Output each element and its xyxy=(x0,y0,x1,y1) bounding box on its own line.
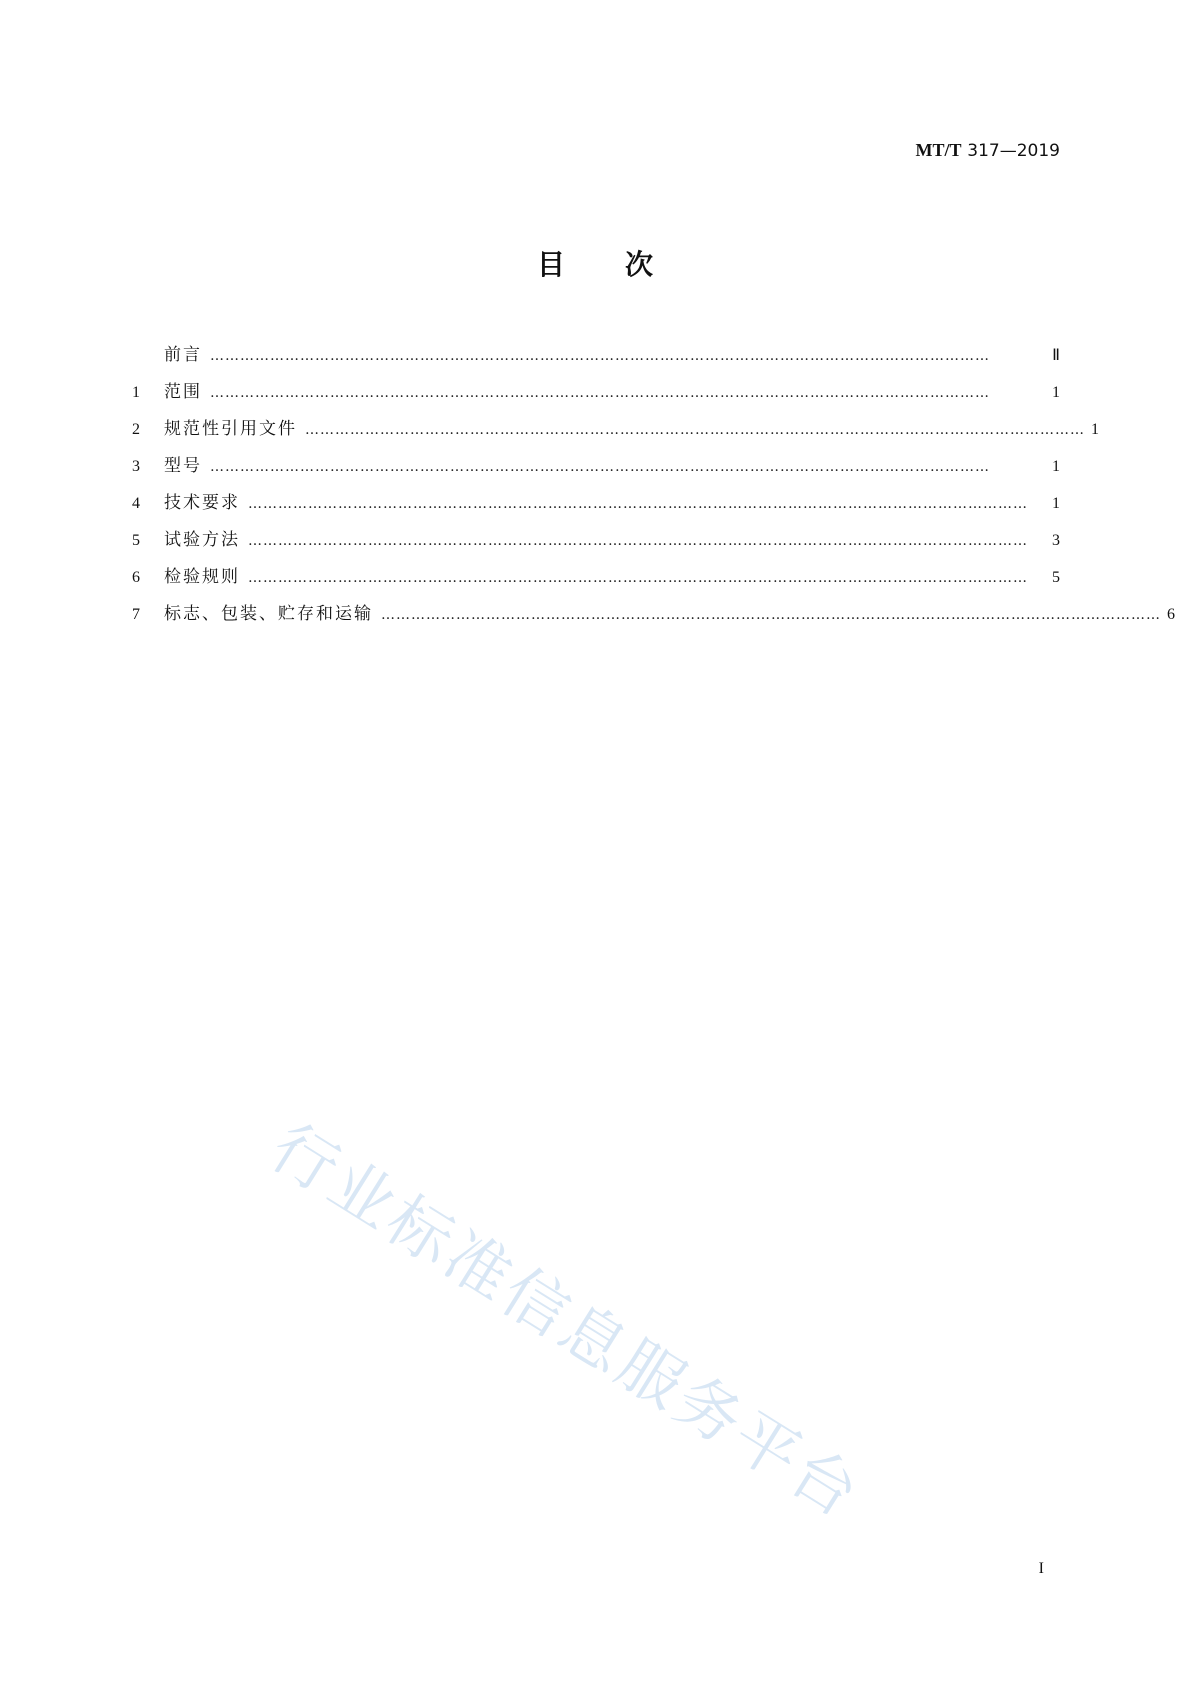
standard-code xyxy=(916,140,1060,161)
toc-entry-number: 7 xyxy=(132,606,140,623)
toc-entry-number: 4 xyxy=(132,495,140,512)
toc-entry-page: 6 xyxy=(1167,606,1175,623)
toc-entry-page: 3 xyxy=(1052,532,1060,549)
toc-entry-page: 5 xyxy=(1052,569,1060,586)
toc-entry-marking-packaging[interactable] xyxy=(132,599,1175,636)
toc-entry-page: Ⅱ xyxy=(1052,347,1060,364)
toc-entry-test-methods[interactable] xyxy=(132,525,1060,562)
toc-entry-page: 1 xyxy=(1091,421,1099,438)
toc-leader-dots: ………………………………………………………………………………………………………………………………………… xyxy=(248,570,1028,586)
toc-leader-dots: ………………………………………………………………………………………………………………………………………… xyxy=(305,422,1085,438)
toc-leader-dots: ………………………………………………………………………………………………………………………………………… xyxy=(210,385,990,401)
toc-entry-page: 1 xyxy=(1052,458,1060,475)
page-title: 目次 xyxy=(536,248,713,281)
toc-entry-label: 检验规则 xyxy=(164,567,240,587)
toc-entry-number: 2 xyxy=(132,421,140,438)
page-number: I xyxy=(1038,1560,1044,1577)
toc-leader-dots: ………………………………………………………………………………………………………………………………………… xyxy=(381,607,1161,623)
toc-entry-number: 3 xyxy=(132,458,140,475)
toc-leader-dots: ………………………………………………………………………………………………………………………………………… xyxy=(248,496,1028,512)
toc-entry-label: 前言 xyxy=(164,345,202,365)
standard-code-prefix: MT/T xyxy=(915,140,962,160)
toc-entry-preface[interactable] xyxy=(132,340,1060,377)
toc-entry-scope[interactable] xyxy=(132,377,1060,414)
toc-leader-dots: ………………………………………………………………………………………………………………………………………… xyxy=(248,533,1028,549)
toc-entry-number: 1 xyxy=(132,384,140,401)
toc-entry-technical-requirements[interactable] xyxy=(132,488,1060,525)
toc-entry-inspection-rules[interactable] xyxy=(132,562,1060,599)
toc-entry-number: 5 xyxy=(132,532,140,549)
table-of-contents xyxy=(132,340,1175,636)
standard-code-number: 317—2019 xyxy=(967,141,1060,161)
toc-entry-label: 型号 xyxy=(164,456,202,476)
toc-leader-dots: ………………………………………………………………………………………………………………………………………… xyxy=(210,348,990,364)
toc-entry-label: 技术要求 xyxy=(164,493,240,513)
toc-entry-label: 标志、包装、贮存和运输 xyxy=(164,604,373,624)
toc-entry-page: 1 xyxy=(1052,495,1060,512)
toc-entry-label: 范围 xyxy=(164,382,202,402)
toc-entry-label: 规范性引用文件 xyxy=(164,419,297,439)
toc-entry-label: 试验方法 xyxy=(164,530,240,550)
toc-entry-model[interactable] xyxy=(132,451,1060,488)
watermark: 行业标准信息服务平台 xyxy=(257,1110,874,1534)
toc-entry-number: 6 xyxy=(132,569,140,586)
toc-entry-page: 1 xyxy=(1052,384,1060,401)
toc-leader-dots: ………………………………………………………………………………………………………………………………………… xyxy=(210,459,990,475)
toc-entry-normative-references[interactable] xyxy=(132,414,1099,451)
